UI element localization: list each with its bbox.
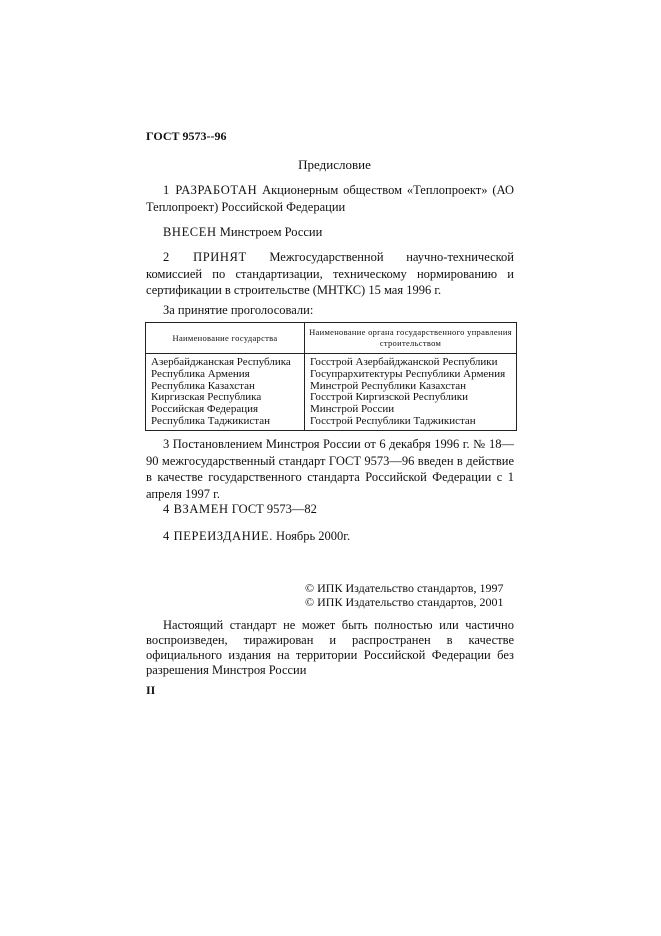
item-adopted-text: Межгосударственной научно-технической комиссией по стандартизации, техническому нормированию и сертификации в строительстве (МНТКС) 15 мая 1996 г. [146, 250, 514, 297]
item-submitted-lead: ВНЕСЕН [163, 225, 217, 239]
item-replaced-lead: 4 ВЗАМЕН [163, 502, 229, 516]
body-name: Госстрой Республики Таджикистан [310, 414, 476, 427]
table-row [146, 354, 517, 431]
item-submitted-text: Минстроем России [216, 225, 323, 239]
state-name: Азербайджанская Республика [151, 356, 291, 368]
item-adopted-lead: 2 ПРИНЯТ [163, 250, 247, 264]
item-replaced [163, 501, 317, 518]
body-name: Минстрой России [310, 403, 395, 416]
section-title: Предисловие [298, 157, 371, 172]
state-name: Киргизская Республика [151, 391, 262, 404]
table-header-state: Наименование государства [146, 323, 305, 354]
item-developed-text: Акционерным обществом «Теплопроект» (АО Теплопроект) Российской Федерации [146, 183, 514, 214]
state-name: Республика Таджикистан [151, 414, 270, 427]
body-name: Госупрархитектуры Республики Армения [310, 367, 506, 380]
reproduction-notice: Настоящий стандарт не может быть полностью или частично воспроизведен, тиражирован и распространен в качестве официального издания на территории Российской Федерации без разрешения Минстроя России [146, 618, 514, 677]
body-name: Минстрой Республики Казахстан [310, 379, 467, 392]
state-name: Российская Федерация [151, 403, 259, 416]
body-name: Госстрой Азербайджанской Республики [310, 356, 498, 368]
page-number: II [146, 683, 156, 697]
item-reissue [163, 528, 350, 545]
item-submitted [163, 224, 322, 241]
item-adopted [146, 249, 514, 299]
state-name: Республика Казахстан [151, 379, 255, 392]
item-developed [146, 182, 514, 215]
item-reissue-text: Ноябрь 2000г. [272, 529, 351, 543]
table-cell-bodies [305, 354, 517, 431]
voted-label: За принятие проголосовали: [163, 303, 314, 317]
item-reissue-lead: 4 ПЕРЕИЗДАНИЕ. [163, 529, 273, 543]
state-name: Республика Армения [151, 367, 250, 380]
item-decree: 3 Постановлением Минстроя России от 6 декабря 1996 г. № 18—90 межгосударственный стандарт ГОСТ 9573—96 введен в действие в качестве государственного стандарта Российской Федерации с 1 апреля 1997 г. [146, 437, 514, 501]
table-header-body: Наименование органа государственного управления строительством [305, 323, 517, 354]
document-code: ГОСТ 9573--96 [146, 129, 227, 143]
vote-table [145, 322, 517, 431]
table-cell-states [146, 354, 305, 431]
item-replaced-text: ГОСТ 9573—82 [228, 502, 317, 516]
copyright-line: © ИПК Издательство стандартов, 1997 [305, 581, 504, 595]
copyright-line: © ИПК Издательство стандартов, 2001 [305, 595, 504, 609]
item-developed-lead: 1 РАЗРАБОТАН [163, 183, 258, 197]
body-name: Госстрой Киргизской Республики [310, 391, 468, 404]
